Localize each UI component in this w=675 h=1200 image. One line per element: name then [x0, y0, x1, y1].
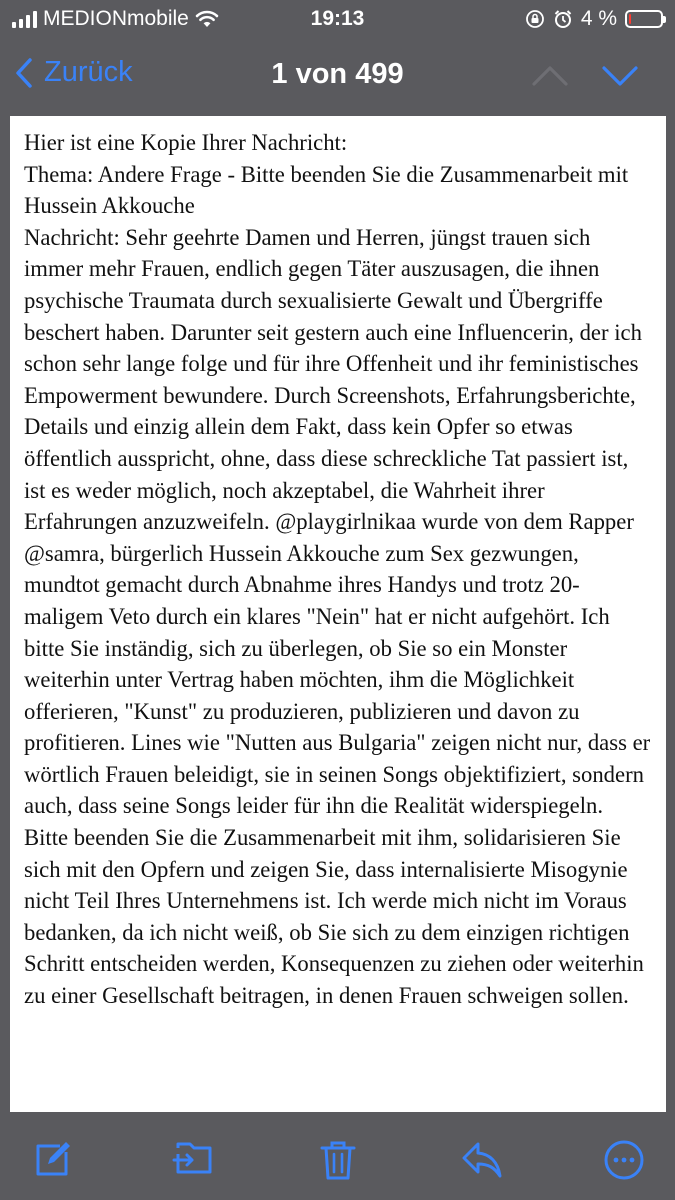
chevron-left-icon: [14, 57, 34, 89]
compose-icon[interactable]: [30, 1138, 74, 1182]
trash-icon[interactable]: [316, 1138, 360, 1182]
status-bar: [0, 0, 675, 38]
bottom-toolbar: [0, 1112, 675, 1200]
battery-icon: [625, 10, 663, 28]
battery-percent: 4 %: [580, 7, 617, 30]
next-message-button[interactable]: [600, 60, 640, 92]
carrier-name: MEDIONmobile: [43, 7, 189, 30]
message-text: Nachricht: Sehr geehrte Damen und Herren, jüngst trauen sich immer mehr Frauen, endlich gegen Täter auszusagen, die ihnen psychische Traumata durch sexualisierte Gewalt und Übergriffe beschert haben. Darunter seit gestern auch eine Influencerin, der ich schon sehr lange folge und für ihre Offenheit und ihr feministisches Empowerment bewundere. Durch Screenshots, Erfahrungsberichte, Details und einzig allein dem Fakt, dass kein Opfer so etwas öffentlich ausspricht, ohne, dass diese schreckliche Tat passiert ist, ist es weder möglich, noch akzeptabel, die Wahrheit ihrer Erfahrungen anzuzweifeln. @playgirlnikaa wurde von dem Rapper @samra, bürgerlich Hussein Akkouche zum Sex gezwungen, mundtot gemacht durch Abnahme ihres Handys und trotz 20-maligem Veto durch ein klares "Nein" hat er nicht aufgehört. Ich bitte Sie inständig, sich zu überlegen, ob Sie so ein Monster weiterhin unter Vertrag haben möchten, ihm die Möglichkeit offerieren, "Kunst" zu produzieren, publizieren und davon zu profitieren. Lines wie "Nutten aus Bulgaria" zeigen nicht nur, dass er wörtlich Frauen beleidigt, sie in seinen Songs objektifiziert, sondern auch, dass seine Songs leider für ihn die Realität widerspiegeln. Bitte beenden Sie die Zusammenarbeit mit ihm, solidarisieren Sie sich mit den Opfern und zeigen Sie, dass internalisierte Misogynie nicht Teil Ihres Unternehmens ist. Ich werde mich nicht im Voraus bedanken, da ich nicht weiß, ob Sie sich zu dem einzigen richtigen Schritt entscheiden werden, Konsequenzen zu ziehen oder weiterhin zu einer Gesellschaft beitragen, in denen Frauen schweigen sollen.: [24, 224, 656, 1009]
alarm-icon: [553, 9, 573, 29]
message-intro: Hier ist eine Kopie Ihrer Nachricht:: [24, 130, 348, 155]
navigation-bar: [0, 38, 675, 116]
page-title: 1 von 499: [271, 58, 404, 90]
message-subject: Thema: Andere Frage - Bitte beenden Sie die Zusammenarbeit mit Hussein Akkouche: [24, 161, 634, 219]
back-label: Zurück: [44, 56, 133, 88]
move-to-folder-icon[interactable]: [172, 1138, 216, 1182]
previous-message-button[interactable]: [530, 60, 570, 92]
battery-level: [629, 14, 631, 24]
status-right: [525, 7, 663, 31]
clock: 19:13: [310, 7, 365, 30]
message-body: [10, 116, 666, 1112]
reply-icon[interactable]: [460, 1138, 504, 1182]
more-icon[interactable]: [602, 1138, 646, 1182]
back-button[interactable]: [14, 56, 133, 89]
orientation-lock-icon: [525, 9, 545, 29]
